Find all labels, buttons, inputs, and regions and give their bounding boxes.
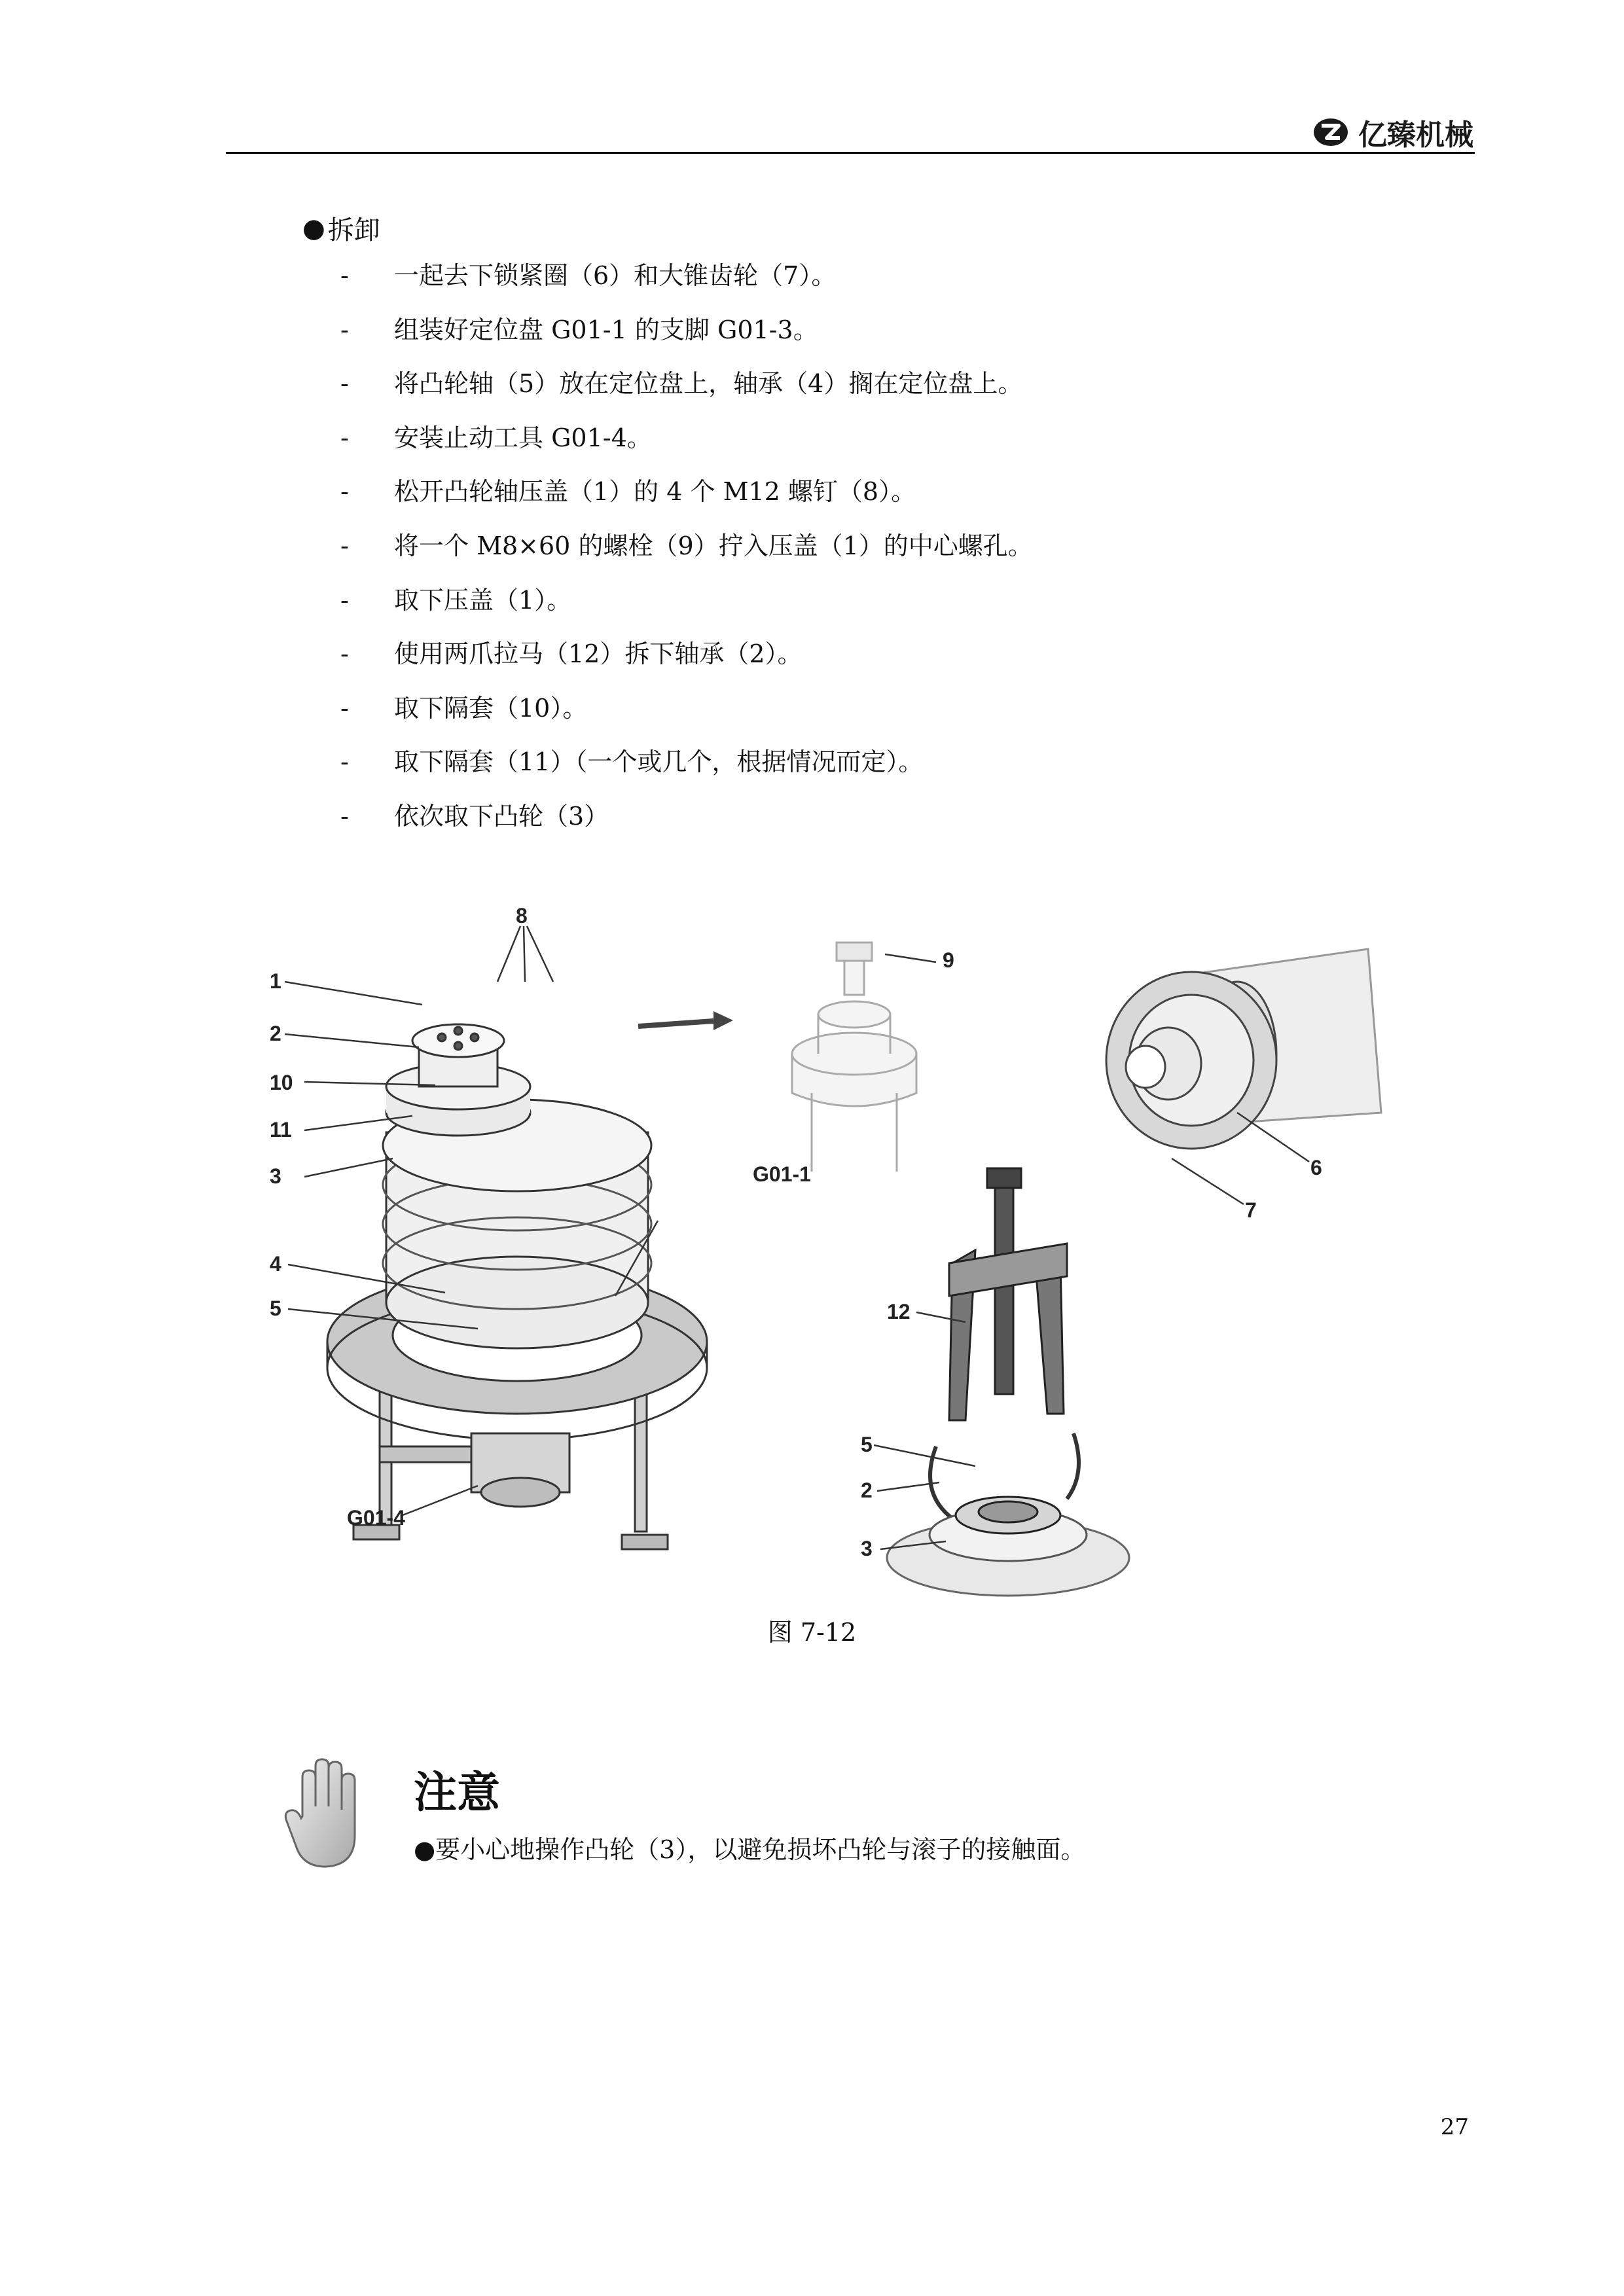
- callout-9: 9: [943, 948, 954, 972]
- two-jaw-puller: [887, 1168, 1129, 1596]
- callout-8: 8: [516, 904, 528, 927]
- step-dash: -: [340, 315, 349, 344]
- step-item: [340, 693, 1033, 747]
- step-text: 组装好定位盘 G01-1 的支脚 G01-3。: [394, 315, 818, 344]
- figure-caption: 图 7-12: [767, 1618, 857, 1647]
- step-item: [340, 801, 1033, 855]
- step-text: 将凸轮轴（5）放在定位盘上，轴承（4）搁在定位盘上。: [394, 369, 1023, 399]
- step-dash: -: [340, 261, 349, 290]
- step-text: 一起去下锁紧圈（6）和大锥齿轮（7）。: [394, 261, 837, 290]
- step-list: [340, 260, 1033, 855]
- step-text: 取下隔套（11）（一个或几个，根据情况而定）。: [394, 747, 924, 777]
- note-bullet: ●: [414, 1835, 436, 1864]
- step-item: [340, 423, 1033, 477]
- callout-5: 5: [270, 1297, 281, 1320]
- page-number: 27: [1440, 2114, 1469, 2140]
- step-dash: -: [340, 747, 349, 777]
- callout-g01-4: G01-4: [347, 1506, 405, 1530]
- header-rule: [226, 152, 1475, 154]
- note-title: 注意: [414, 1767, 500, 1818]
- step-dash: -: [340, 801, 349, 831]
- bevel-gear-shaft: [1106, 949, 1381, 1149]
- section-heading: [302, 209, 380, 247]
- cover-with-bolt: [792, 942, 916, 1172]
- step-text: 将一个 M8×60 的螺栓（9）拧入压盖（1）的中心螺孔。: [394, 531, 1033, 560]
- step-text: 取下压盖（1）。: [394, 585, 572, 615]
- brand-name: 亿臻机械: [1358, 118, 1473, 152]
- step-item: [340, 368, 1033, 423]
- note-body: [414, 1829, 1085, 1865]
- step-item: [340, 585, 1033, 639]
- callout-7: 7: [1245, 1198, 1257, 1222]
- callout-12: 12: [887, 1300, 911, 1323]
- stop-hand-icon: [283, 1754, 368, 1872]
- step-text: 依次取下凸轮（3）: [394, 801, 609, 831]
- note-text: 要小心地操作凸轮（3），以避免损坏凸轮与滚子的接触面。: [435, 1835, 1086, 1864]
- step-item: [340, 315, 1033, 369]
- callout-4: 4: [270, 1252, 281, 1276]
- callout-10: 10: [270, 1071, 293, 1094]
- step-dash: -: [340, 423, 349, 452]
- step-item: [340, 531, 1033, 585]
- step-item: [340, 747, 1033, 801]
- step-text: 松开凸轮轴压盖（1）的 4 个 M12 螺钉（8）。: [394, 477, 916, 507]
- brand-logo: [1312, 111, 1473, 153]
- direction-arrow: [638, 1011, 733, 1030]
- step-dash: -: [340, 585, 349, 615]
- step-dash: -: [340, 477, 349, 507]
- brand-mark-icon: [1312, 117, 1349, 148]
- step-dash: -: [340, 369, 349, 399]
- callout-2b: 2: [861, 1479, 873, 1502]
- callout-3b: 3: [861, 1537, 873, 1560]
- section-title: 拆卸: [327, 215, 380, 245]
- cam-stack-assembly: [327, 1024, 707, 1549]
- callout-3: 3: [270, 1164, 281, 1188]
- callout-11: 11: [270, 1118, 292, 1141]
- step-item: [340, 639, 1033, 693]
- callout-6: 6: [1310, 1156, 1322, 1179]
- step-text: 使用两爪拉马（12）拆下轴承（2）。: [394, 639, 803, 669]
- exploded-assembly-figure: [255, 897, 1440, 1597]
- step-item: [340, 260, 1033, 315]
- step-dash: -: [340, 531, 349, 560]
- step-dash: -: [340, 639, 349, 669]
- step-item: [340, 476, 1033, 531]
- callout-1: 1: [270, 969, 281, 993]
- callout-5b: 5: [861, 1433, 873, 1456]
- section-bullet: ●: [302, 213, 325, 243]
- callout-2: 2: [270, 1022, 281, 1045]
- callout-g01-1: G01-1: [753, 1162, 811, 1186]
- step-text: 安装止动工具 G01-4。: [394, 423, 652, 452]
- step-text: 取下隔套（10）。: [394, 693, 588, 723]
- step-dash: -: [340, 693, 349, 723]
